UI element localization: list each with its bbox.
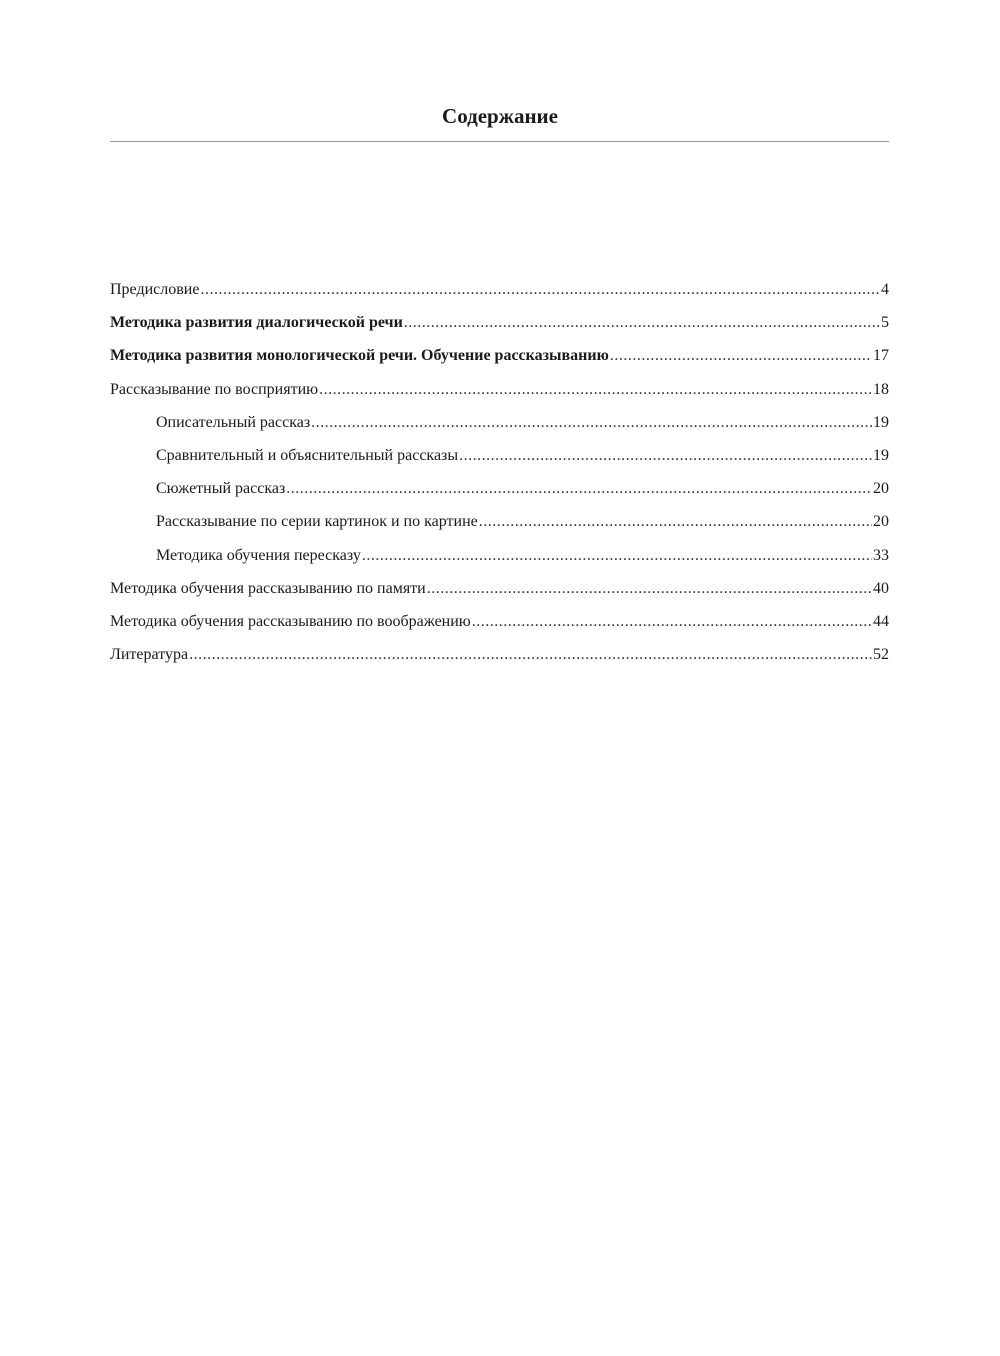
toc-dot-leader [479,509,872,535]
table-of-contents [110,277,889,675]
title-divider [110,141,889,142]
toc-entry-page: 44 [873,612,889,630]
toc-entry-title: Методика обучения пересказу [156,546,361,564]
toc-entry-page: 19 [873,413,889,431]
toc-entry[interactable] [110,609,889,642]
toc-entry-title: Методика обучения рассказыванию по памяти [110,579,426,597]
toc-dot-leader [189,642,872,668]
toc-entry-page: 20 [873,480,889,498]
toc-entry[interactable] [110,343,889,376]
toc-entry-title: Сравнительный и объяснительный рассказы [156,446,459,464]
toc-dot-leader [200,277,880,303]
toc-entry[interactable] [110,377,889,410]
toc-entry-page: 52 [873,646,889,664]
toc-entry[interactable] [110,476,889,509]
toc-dot-leader [610,343,872,369]
toc-entry-title: Сюжетный рассказ [156,480,286,498]
toc-dot-leader [362,543,872,569]
toc-dot-leader [472,609,872,635]
toc-dot-leader [286,476,872,502]
toc-dot-leader [459,443,872,469]
toc-entry[interactable] [110,509,889,542]
toc-dot-leader [427,576,872,602]
toc-entry-page: 5 [881,314,889,332]
page-title: Содержание [442,104,558,128]
toc-entry-title: Предисловие [110,281,200,298]
toc-entry[interactable] [110,642,889,675]
toc-entry-page: 33 [873,546,889,564]
toc-entry[interactable] [110,576,889,609]
toc-entry-title: Рассказывание по серии картинок и по картине [156,513,478,531]
toc-entry[interactable] [110,443,889,476]
toc-entry-page: 40 [873,579,889,597]
toc-entry[interactable] [110,543,889,576]
toc-entry-page: 17 [873,347,889,365]
toc-entry-title: Методика развития монологической речи. Обучение рассказыванию [110,347,609,365]
toc-entry-page: 18 [873,380,889,398]
toc-entry-title: Описательный рассказ [156,413,311,431]
toc-entry[interactable] [110,410,889,443]
toc-dot-leader [319,377,872,403]
toc-entry-page: 4 [881,281,889,298]
toc-entry[interactable] [110,310,889,343]
toc-entry-title: Методика обучения рассказыванию по воображению [110,612,471,630]
toc-entry-title: Литература [110,646,189,664]
toc-dot-leader [311,410,872,436]
toc-entry-title: Методика развития диалогической речи [110,314,403,332]
toc-entry-page: 19 [873,446,889,464]
toc-dot-leader [404,310,880,336]
toc-entry-title: Рассказывание по восприятию [110,380,319,398]
toc-entry[interactable] [110,277,889,310]
toc-entry-page: 20 [873,513,889,531]
